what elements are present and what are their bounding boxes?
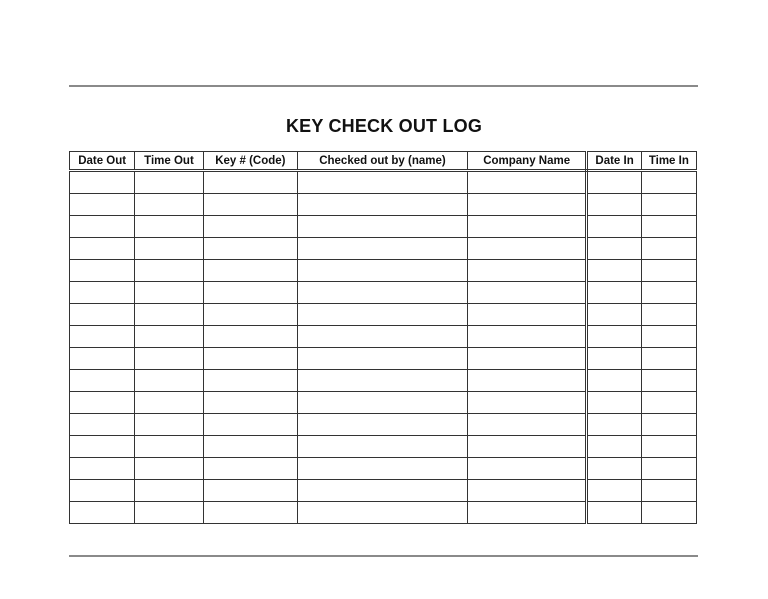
- date-out-cell: [70, 414, 135, 436]
- company-name-cell: [467, 326, 587, 348]
- key-code-cell: [203, 348, 297, 370]
- column-header-checked-out-by: Checked out by (name): [298, 152, 468, 171]
- date-out-cell: [70, 480, 135, 502]
- column-header-date-out: Date Out: [70, 152, 135, 171]
- date-in-cell: [587, 260, 641, 282]
- company-name-cell: [467, 458, 587, 480]
- key-code-cell: [203, 171, 297, 194]
- date-out-cell: [70, 282, 135, 304]
- checked-out-by-cell: [298, 260, 468, 282]
- date-in-cell: [587, 392, 641, 414]
- key-code-cell: [203, 194, 297, 216]
- column-header-company-name: Company Name: [467, 152, 587, 171]
- time-out-cell: [135, 458, 203, 480]
- date-out-cell: [70, 326, 135, 348]
- date-out-cell: [70, 502, 135, 524]
- table-row: [70, 414, 697, 436]
- key-code-cell: [203, 326, 297, 348]
- key-code-cell: [203, 502, 297, 524]
- date-in-cell: [587, 370, 641, 392]
- table-row: [70, 458, 697, 480]
- table-row: [70, 216, 697, 238]
- table-body: [70, 171, 697, 524]
- date-out-cell: [70, 370, 135, 392]
- checked-out-by-cell: [298, 326, 468, 348]
- date-in-cell: [587, 171, 641, 194]
- company-name-cell: [467, 370, 587, 392]
- date-in-cell: [587, 216, 641, 238]
- key-code-cell: [203, 282, 297, 304]
- company-name-cell: [467, 171, 587, 194]
- time-out-cell: [135, 171, 203, 194]
- time-in-cell: [641, 392, 696, 414]
- date-out-cell: [70, 436, 135, 458]
- key-code-cell: [203, 260, 297, 282]
- top-divider: [69, 85, 698, 87]
- time-out-cell: [135, 502, 203, 524]
- time-in-cell: [641, 282, 696, 304]
- time-out-cell: [135, 304, 203, 326]
- checked-out-by-cell: [298, 348, 468, 370]
- company-name-cell: [467, 194, 587, 216]
- time-out-cell: [135, 414, 203, 436]
- table-row: [70, 194, 697, 216]
- time-in-cell: [641, 348, 696, 370]
- date-in-cell: [587, 326, 641, 348]
- time-in-cell: [641, 238, 696, 260]
- company-name-cell: [467, 282, 587, 304]
- table-row: [70, 348, 697, 370]
- date-in-cell: [587, 480, 641, 502]
- table-row: [70, 502, 697, 524]
- checked-out-by-cell: [298, 502, 468, 524]
- time-out-cell: [135, 480, 203, 502]
- date-out-cell: [70, 171, 135, 194]
- checked-out-by-cell: [298, 194, 468, 216]
- key-code-cell: [203, 238, 297, 260]
- company-name-cell: [467, 502, 587, 524]
- checked-out-by-cell: [298, 436, 468, 458]
- date-in-cell: [587, 194, 641, 216]
- date-out-cell: [70, 458, 135, 480]
- date-out-cell: [70, 304, 135, 326]
- table-row: [70, 282, 697, 304]
- company-name-cell: [467, 216, 587, 238]
- key-code-cell: [203, 480, 297, 502]
- date-in-cell: [587, 502, 641, 524]
- time-in-cell: [641, 480, 696, 502]
- time-out-cell: [135, 282, 203, 304]
- column-header-time-in: Time In: [641, 152, 696, 171]
- table-row: [70, 370, 697, 392]
- time-out-cell: [135, 370, 203, 392]
- time-out-cell: [135, 392, 203, 414]
- date-out-cell: [70, 194, 135, 216]
- company-name-cell: [467, 260, 587, 282]
- company-name-cell: [467, 436, 587, 458]
- checked-out-by-cell: [298, 414, 468, 436]
- table-row: [70, 326, 697, 348]
- date-in-cell: [587, 348, 641, 370]
- date-out-cell: [70, 348, 135, 370]
- time-out-cell: [135, 216, 203, 238]
- time-out-cell: [135, 348, 203, 370]
- table-row: [70, 260, 697, 282]
- time-out-cell: [135, 436, 203, 458]
- bottom-divider: [69, 555, 698, 557]
- time-out-cell: [135, 260, 203, 282]
- table-row: [70, 480, 697, 502]
- date-in-cell: [587, 282, 641, 304]
- table-row: [70, 171, 697, 194]
- company-name-cell: [467, 238, 587, 260]
- time-in-cell: [641, 502, 696, 524]
- checked-out-by-cell: [298, 282, 468, 304]
- table-row: [70, 238, 697, 260]
- date-out-cell: [70, 216, 135, 238]
- checked-out-by-cell: [298, 216, 468, 238]
- time-in-cell: [641, 194, 696, 216]
- key-code-cell: [203, 216, 297, 238]
- time-in-cell: [641, 304, 696, 326]
- checked-out-by-cell: [298, 171, 468, 194]
- checked-out-by-cell: [298, 238, 468, 260]
- time-in-cell: [641, 216, 696, 238]
- company-name-cell: [467, 480, 587, 502]
- company-name-cell: [467, 304, 587, 326]
- time-in-cell: [641, 260, 696, 282]
- key-code-cell: [203, 370, 297, 392]
- date-in-cell: [587, 414, 641, 436]
- date-in-cell: [587, 304, 641, 326]
- company-name-cell: [467, 348, 587, 370]
- table-row: [70, 436, 697, 458]
- column-header-key-code: Key # (Code): [203, 152, 297, 171]
- date-out-cell: [70, 260, 135, 282]
- key-code-cell: [203, 458, 297, 480]
- time-out-cell: [135, 326, 203, 348]
- company-name-cell: [467, 414, 587, 436]
- table-row: [70, 304, 697, 326]
- key-code-cell: [203, 436, 297, 458]
- time-out-cell: [135, 238, 203, 260]
- table-row: [70, 392, 697, 414]
- key-log-table: [69, 151, 697, 524]
- key-code-cell: [203, 414, 297, 436]
- column-header-date-in: Date In: [587, 152, 641, 171]
- company-name-cell: [467, 392, 587, 414]
- date-in-cell: [587, 436, 641, 458]
- time-in-cell: [641, 370, 696, 392]
- date-out-cell: [70, 238, 135, 260]
- time-out-cell: [135, 194, 203, 216]
- checked-out-by-cell: [298, 480, 468, 502]
- column-header-time-out: Time Out: [135, 152, 203, 171]
- checked-out-by-cell: [298, 304, 468, 326]
- time-in-cell: [641, 458, 696, 480]
- checked-out-by-cell: [298, 392, 468, 414]
- time-in-cell: [641, 326, 696, 348]
- key-code-cell: [203, 392, 297, 414]
- checked-out-by-cell: [298, 370, 468, 392]
- time-in-cell: [641, 414, 696, 436]
- time-in-cell: [641, 171, 696, 194]
- time-in-cell: [641, 436, 696, 458]
- page-title: KEY CHECK OUT LOG: [285, 116, 483, 136]
- checked-out-by-cell: [298, 458, 468, 480]
- date-out-cell: [70, 392, 135, 414]
- date-in-cell: [587, 458, 641, 480]
- date-in-cell: [587, 238, 641, 260]
- header-row: [70, 152, 697, 171]
- key-code-cell: [203, 304, 297, 326]
